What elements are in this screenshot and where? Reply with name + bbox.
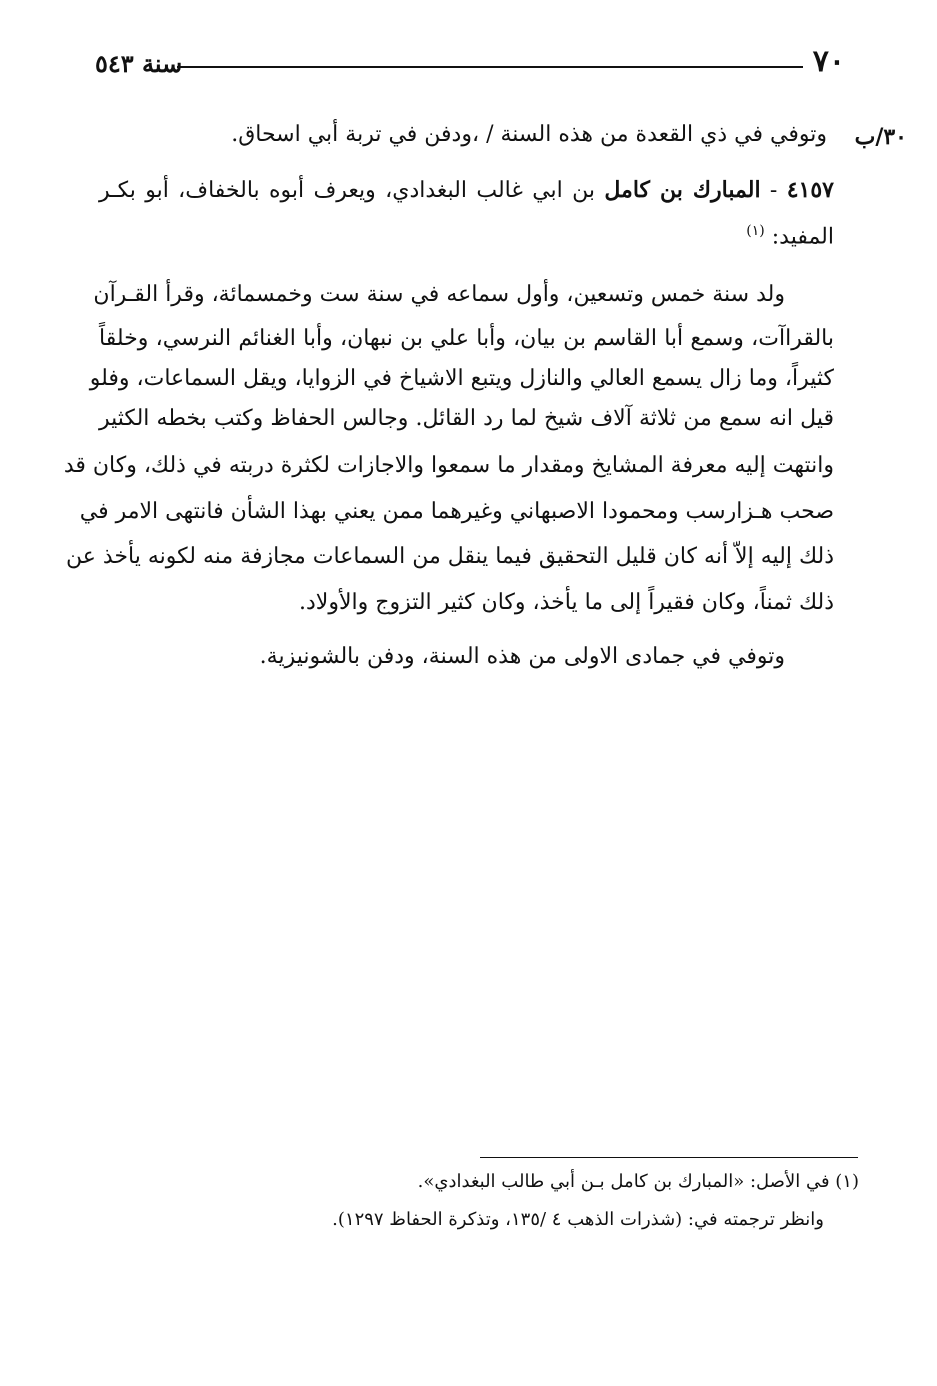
- paragraph-line: كثيراً، وما زال يسمع العالي والنازل ويتبع الاشياخ في الزوايا، ويقل السماعات، وفلو: [89, 366, 834, 391]
- year-label: سنة ٥٤٣: [95, 49, 183, 78]
- footnote-1: (١) في الأصل: «المبارك بن كامل بـن أبي طالب البغدادي».: [417, 1171, 859, 1192]
- entry-heading-rest: بن ابي غالب البغدادي، ويعرف أبوه بالخفاف، أبو بكـر: [99, 178, 596, 203]
- footnote-2: وانظر ترجمته في: (شذرات الذهب ٤ /١٣٥، وتذكرة الحفاظ ١٢٩٧).: [332, 1209, 824, 1230]
- closing-line: وتوفي في جمادى الاولى من هذه السنة، ودفن بالشونيزية.: [259, 644, 785, 669]
- paragraph-line: ذلك ثمناً، وكان فقيراً إلى ما يأخذ، وكان كثير التزوج والأولاد.: [299, 590, 834, 615]
- paragraph-line: وانتهت إليه معرفة المشايخ ومقدار ما سمعوا والاجازات لكثرة دربته في ذلك، وكان قد: [63, 453, 834, 478]
- paragraph-line: ذلك إليه إلاّ أنه كان قليل التحقيق فيما ينقل من السماعات مجازفة منه لكونه يأخذ عن: [66, 544, 834, 569]
- paragraph-line: بالقراآت، وسمع أبا القاسم بن بيان، وأبا علي بن نبهان، وأبا الغنائم النرسي، وخلقاً: [99, 326, 834, 351]
- entry-heading: ٤١٥٧ - المبارك بن كامل بن ابي غالب البغدادي، ويعرف أبوه بالخفاف، أبو بكـر: [99, 177, 834, 203]
- entry-number: ٤١٥٧: [786, 177, 834, 203]
- entry-title: المفيد:: [771, 224, 834, 250]
- page-number: ٧٠: [812, 44, 845, 79]
- paragraph-line: قيل انه سمع من ثلاثة آلاف شيخ لما رد القائل. وجالس الحفاظ وكتب بخطه الكثير: [99, 406, 834, 431]
- manuscript-folio-note: ٣٠/ب: [854, 124, 907, 150]
- entry-name: المبارك بن كامل: [604, 177, 761, 203]
- footnote-rule: [480, 1157, 858, 1158]
- entry-heading-line2: [746, 214, 834, 254]
- paragraph-line: ولد سنة خمس وتسعين، وأول سماعه في سنة ست وخمسمائة، وقرأ القـرآن: [93, 282, 785, 307]
- footnote-marker: (١): [746, 223, 765, 239]
- running-header: [95, 44, 845, 84]
- opening-line: وتوفي في ذي القعدة من هذه السنة / ،ودفن في تربة أبي اسحاق.: [231, 122, 827, 147]
- header-rule: [177, 66, 803, 68]
- paragraph-line: صحب هـزارسب ومحمودا الاصبهاني وغيرهما ممن يعني بهذا الشأن فانتهى الامر في: [79, 499, 834, 524]
